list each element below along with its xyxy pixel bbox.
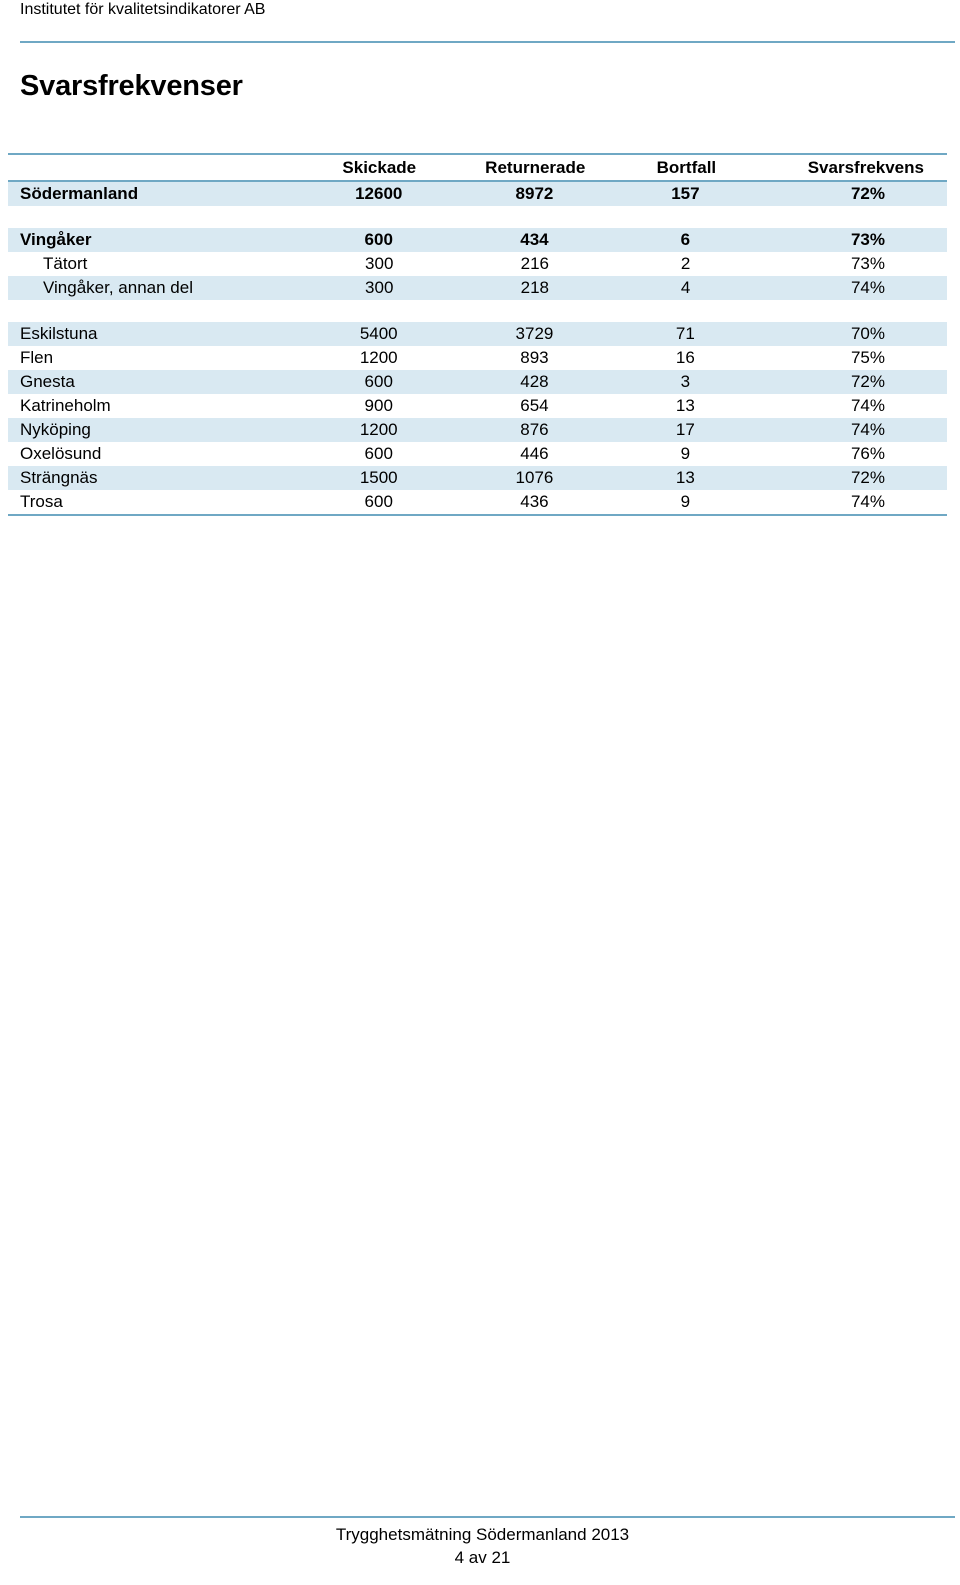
cell-skickade: 300 bbox=[365, 278, 394, 297]
cell-returnerade: 436 bbox=[520, 492, 549, 511]
footer-title: Trygghetsmätning Södermanland 2013 bbox=[335, 1525, 630, 1544]
table-row bbox=[8, 322, 947, 346]
cell-returnerade: 3729 bbox=[515, 324, 554, 343]
table-row-total bbox=[8, 182, 947, 206]
cell-returnerade: 428 bbox=[520, 372, 549, 391]
cell-returnerade: 434 bbox=[520, 230, 549, 249]
footer-divider bbox=[20, 1516, 955, 1518]
organization-name: Institutet för kvalitetsindikatorer AB bbox=[20, 1, 266, 18]
row-label: Trosa bbox=[20, 492, 63, 511]
cell-returnerade: 654 bbox=[520, 396, 549, 415]
cell-skickade: 900 bbox=[364, 396, 393, 415]
cell-svarsfrekvens: 72% bbox=[850, 372, 885, 391]
cell-skickade: 1200 bbox=[359, 348, 398, 367]
cell-svarsfrekvens: 70% bbox=[850, 324, 885, 343]
cell-bortfall: 16 bbox=[675, 348, 695, 367]
response-rate-table bbox=[8, 153, 947, 516]
table-row bbox=[8, 442, 947, 466]
cell-bortfall: 9 bbox=[680, 492, 691, 511]
cell-returnerade: 446 bbox=[520, 444, 549, 463]
table-spacer bbox=[8, 206, 947, 228]
cell-bortfall: 2 bbox=[680, 254, 691, 273]
table-row bbox=[8, 346, 947, 370]
row-label: Flen bbox=[20, 348, 54, 367]
row-label: Katrineholm bbox=[20, 396, 111, 415]
row-label: Södermanland bbox=[20, 184, 139, 203]
cell-returnerade: 8972 bbox=[515, 184, 554, 203]
cell-returnerade: 218 bbox=[520, 278, 549, 297]
cell-bortfall: 9 bbox=[680, 444, 691, 463]
column-header-bortfall: Bortfall bbox=[656, 157, 717, 177]
cell-bortfall: 3 bbox=[680, 372, 691, 391]
cell-skickade: 600 bbox=[364, 372, 393, 391]
cell-svarsfrekvens: 74% bbox=[850, 420, 885, 439]
table-spacer bbox=[8, 300, 947, 322]
cell-skickade: 5400 bbox=[359, 324, 398, 343]
cell-svarsfrekvens: 74% bbox=[850, 492, 885, 511]
cell-bortfall: 71 bbox=[675, 324, 695, 343]
cell-returnerade: 1076 bbox=[515, 468, 554, 487]
row-label: Vingåker bbox=[20, 230, 92, 249]
cell-bortfall: 13 bbox=[675, 468, 695, 487]
page-number: 4 av 21 bbox=[454, 1548, 511, 1567]
cell-skickade: 12600 bbox=[355, 184, 403, 203]
cell-skickade: 600 bbox=[364, 444, 393, 463]
table-subrow bbox=[8, 252, 947, 276]
cell-bortfall: 4 bbox=[680, 278, 691, 297]
cell-bortfall: 13 bbox=[675, 396, 695, 415]
row-label: Gnesta bbox=[20, 372, 75, 391]
cell-returnerade: 216 bbox=[520, 254, 549, 273]
cell-bortfall: 17 bbox=[675, 420, 695, 439]
cell-bortfall: 157 bbox=[671, 184, 700, 203]
row-label: Oxelösund bbox=[20, 444, 102, 463]
row-label: Nyköping bbox=[20, 420, 91, 439]
cell-skickade: 600 bbox=[364, 230, 393, 249]
cell-svarsfrekvens: 75% bbox=[850, 348, 885, 367]
table-row bbox=[8, 418, 947, 442]
table-row bbox=[8, 370, 947, 394]
table-bottom-rule bbox=[8, 514, 947, 516]
row-label: Eskilstuna bbox=[20, 324, 98, 343]
table-row bbox=[8, 394, 947, 418]
table-row bbox=[8, 466, 947, 490]
cell-skickade: 300 bbox=[365, 254, 394, 273]
page-title: Svarsfrekvenser bbox=[20, 70, 243, 102]
cell-svarsfrekvens: 74% bbox=[850, 396, 885, 415]
cell-bortfall: 6 bbox=[680, 230, 691, 249]
table-subrow bbox=[8, 276, 947, 300]
cell-svarsfrekvens: 72% bbox=[850, 468, 885, 487]
row-label: Tätort bbox=[43, 254, 88, 273]
table-row bbox=[8, 490, 947, 514]
cell-skickade: 1500 bbox=[359, 468, 398, 487]
column-header-skickade: Skickade bbox=[342, 157, 417, 177]
cell-svarsfrekvens: 72% bbox=[850, 184, 885, 203]
cell-svarsfrekvens: 74% bbox=[850, 278, 885, 297]
column-header-returnerade: Returnerade bbox=[485, 157, 586, 177]
cell-skickade: 1200 bbox=[359, 420, 398, 439]
cell-svarsfrekvens: 73% bbox=[850, 230, 885, 249]
table-header-row bbox=[8, 155, 947, 180]
cell-svarsfrekvens: 73% bbox=[850, 254, 885, 273]
column-header-svarsfrekvens: Svarsfrekvens bbox=[807, 157, 924, 177]
row-label: Strängnäs bbox=[20, 468, 98, 487]
header-divider bbox=[20, 41, 955, 43]
cell-returnerade: 893 bbox=[520, 348, 549, 367]
cell-svarsfrekvens: 76% bbox=[850, 444, 885, 463]
cell-returnerade: 876 bbox=[520, 420, 549, 439]
cell-skickade: 600 bbox=[364, 492, 393, 511]
row-label: Vingåker, annan del bbox=[43, 278, 193, 297]
table-row-group bbox=[8, 228, 947, 252]
